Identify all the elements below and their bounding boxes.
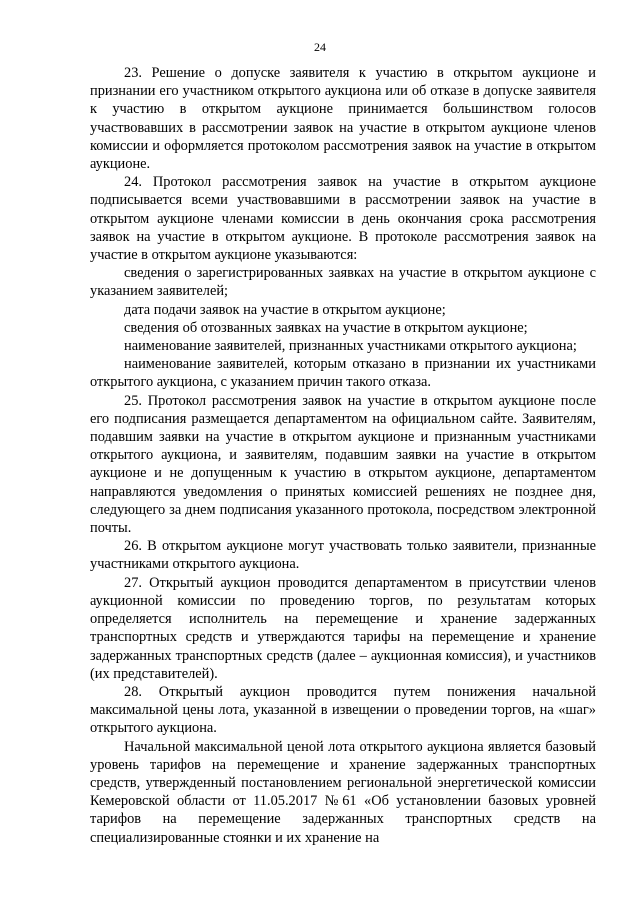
paragraph-26: 26. В открытом аукционе могут участвовать только заявители, признанные участниками открытого аукциона. xyxy=(90,538,596,573)
list-item-submission-date: дата подачи заявок на участие в открытом аукционе; xyxy=(124,301,446,318)
paragraph-23: 23. Решение о допуске заявителя к участию в открытом аукционе и признании его участником открытого аукциона или об отказе в допуске заявителя к участию в открытом аукционе принимается большинством голосов участвовавших в рассмотрении заявок на участие в открытом аукционе членов комиссии и оформляется протоколом рассмотрения заявок на участие в открытом аукционе. xyxy=(90,65,596,173)
document-body xyxy=(90,64,596,847)
list-item-withdrawn-applications: сведения об отозванных заявках на участие в открытом аукционе; xyxy=(124,319,528,336)
list-item-registered-applications: сведения о зарегистрированных заявках на участие в открытом аукционе с указанием заявителей; xyxy=(90,265,596,300)
page-number: 24 xyxy=(314,40,326,54)
paragraph-27: 27. Открытый аукцион проводится департаментом в присутствии членов аукционной комиссии по проведению торгов, по результатам которых определяется исполнитель на перемещение и хранение задержанных транспортных средств и утверждаются тарифы на перемещение и хранение задержанных транспортных средств (далее – аукционная комиссия), и участников (их представителей). xyxy=(90,574,596,682)
paragraph-24: 24. Протокол рассмотрения заявок на участие в открытом аукционе подписывается всеми участвовавшими в рассмотрении заявок на участие в открытом аукционе членами комиссии в день окончания срока рассмотрения заявок на участие в открытом аукционе. В протоколе рассмотрения заявок на участие в открытом аукционе указываются: xyxy=(90,174,596,264)
paragraph-25: 25. Протокол рассмотрения заявок на участие в открытом аукционе после его подписания размещается департаментом на официальном сайте. Заявителям, подавшим заявки на участие в открытом аукционе и признанным участниками открытого аукциона, и заявителям, подавшим заявки на участие в открытом аукционе и не допущенным к участию в открытом аукционе, департаментом направляются уведомления о принятых комиссией решениях не позднее дня, следующего за днем подписания указанного протокола, посредством электронной почты. xyxy=(90,392,596,537)
list-item-rejected-applicants: наименование заявителей, которым отказано в признании их участниками открытого аукциона, с указанием причин такого отказа. xyxy=(90,356,596,391)
list-item-admitted-applicants: наименование заявителей, признанных участниками открытого аукциона; xyxy=(124,338,577,355)
paragraph-initial-price: Начальной максимальной ценой лота открытого аукциона является базовый уровень тарифов на перемещение и хранение задержанных транспортных средств, утвержденный постановлением региональной энергетической комиссии Кемеровской области от 11.05.2017 №61 «Об установлении базовых уровней тарифов на перемещение задержанных транспортных средств на специализированные стоянки и их хранение на xyxy=(90,738,596,846)
paragraph-28: 28. Открытый аукцион проводится путем понижения начальной максимальной цены лота, указанной в извещении о проведении торгов, на «шаг» открытого аукциона. xyxy=(90,683,596,737)
